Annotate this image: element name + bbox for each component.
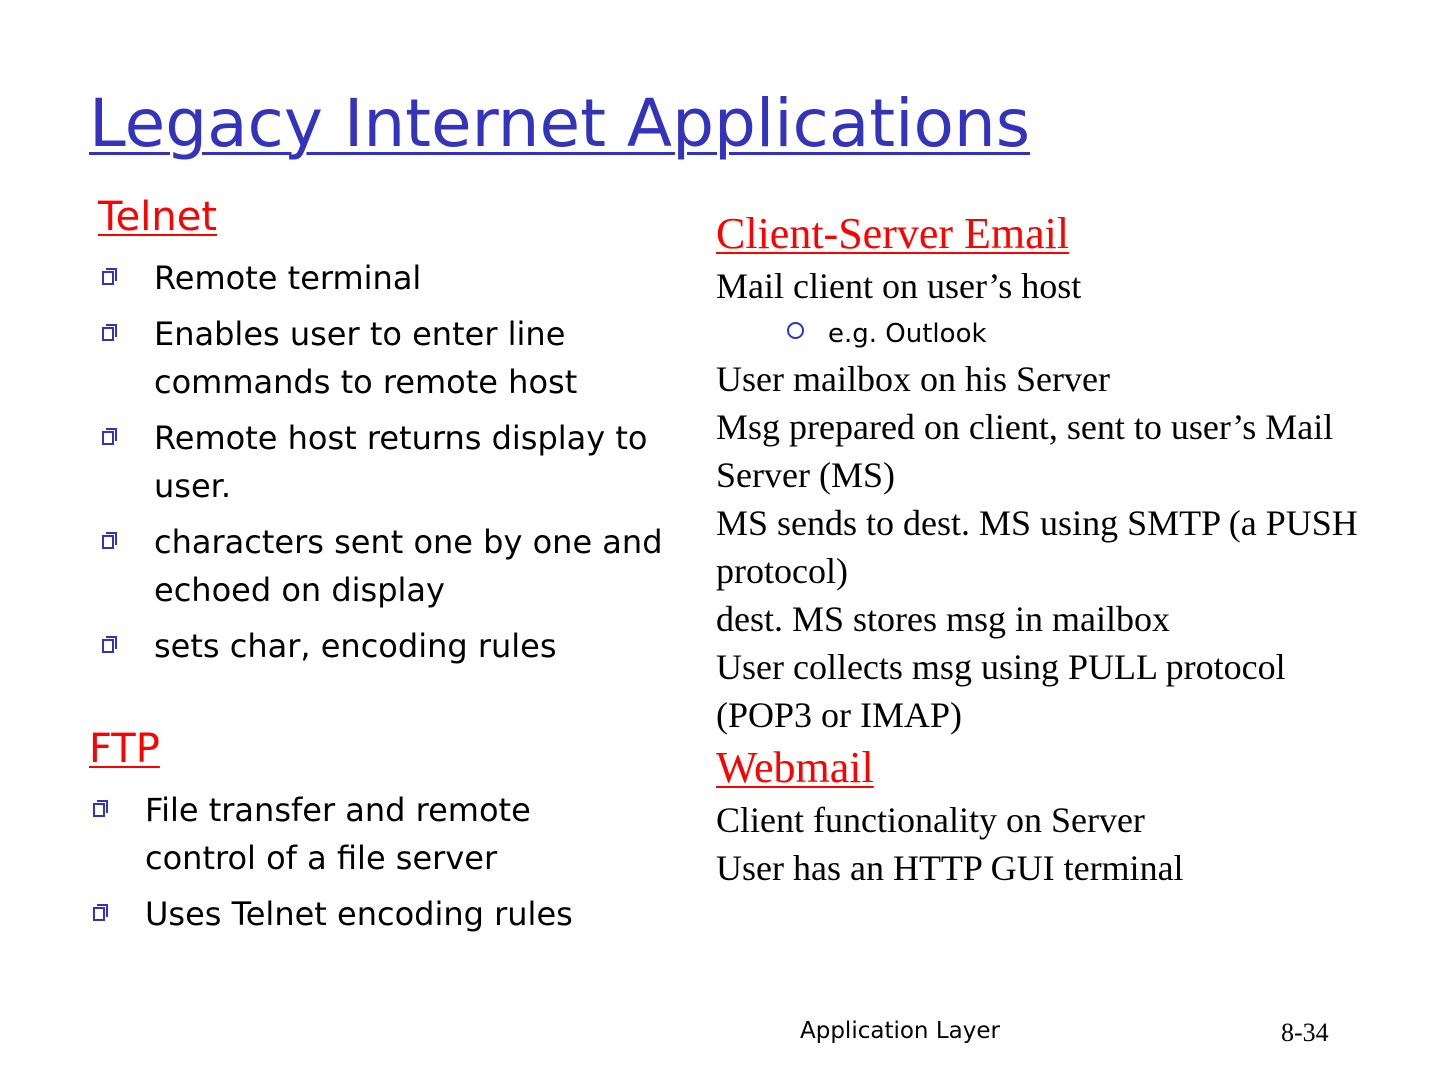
ring-bullet-icon [787, 322, 804, 339]
text-line: MS sends to dest. MS using SMTP (a PUSH protocol) [716, 503, 1358, 591]
email-sub-item [787, 318, 987, 350]
text-line: Mail client on user’s host [716, 266, 1082, 306]
sub-item-text: e.g. Outlook [828, 319, 987, 349]
square-bullet-icon [102, 532, 117, 549]
email-first-line [716, 262, 1376, 310]
list-item [98, 254, 678, 302]
email-lines [716, 355, 1376, 739]
bullet-text: File transfer and remote control of a file server [145, 791, 531, 877]
slide-title: Legacy Internet Applications [89, 85, 1031, 162]
square-bullet-icon [102, 428, 117, 445]
bullet-text: characters sent one by one and echoed on display [154, 523, 663, 609]
list-item [98, 518, 678, 614]
text-line: User collects msg using PULL protocol (POP3 or IMAP) [716, 647, 1286, 735]
bullet-text: Remote terminal [154, 259, 422, 297]
bullet-text: Remote host returns display to user. [154, 419, 648, 505]
bullet-text: Uses Telnet encoding rules [145, 895, 573, 933]
ftp-heading: FTP [89, 726, 160, 772]
list-item [89, 786, 649, 882]
list-item [89, 890, 649, 938]
square-bullet-icon [93, 800, 108, 817]
text-line: dest. MS stores msg in mailbox [716, 599, 1171, 639]
webmail-lines [716, 796, 1376, 892]
client-server-email-heading: Client-Server Email [716, 209, 1070, 258]
bullet-text: Enables user to enter line commands to remote host [154, 315, 578, 401]
square-bullet-icon [102, 268, 117, 285]
square-bullet-icon [93, 904, 108, 921]
bullet-text: sets char, encoding rules [154, 627, 557, 665]
list-item [98, 310, 678, 406]
list-item [98, 622, 678, 670]
telnet-heading: Telnet [98, 194, 218, 240]
text-line: User has an HTTP GUI terminal [716, 848, 1184, 888]
list-item [98, 414, 678, 510]
footer-label: Application Layer [800, 1018, 1000, 1044]
webmail-heading: Webmail [716, 743, 874, 792]
page-number: 8-34 [1281, 1018, 1329, 1047]
text-line: Client functionality on Server [716, 800, 1145, 840]
telnet-bullet-list [98, 254, 678, 678]
square-bullet-icon [102, 324, 117, 341]
square-bullet-icon [102, 636, 117, 653]
ftp-bullet-list [89, 786, 649, 946]
text-line: Msg prepared on client, sent to user’s Mail Server (MS) [716, 407, 1334, 495]
text-line: User mailbox on his Server [716, 359, 1110, 399]
